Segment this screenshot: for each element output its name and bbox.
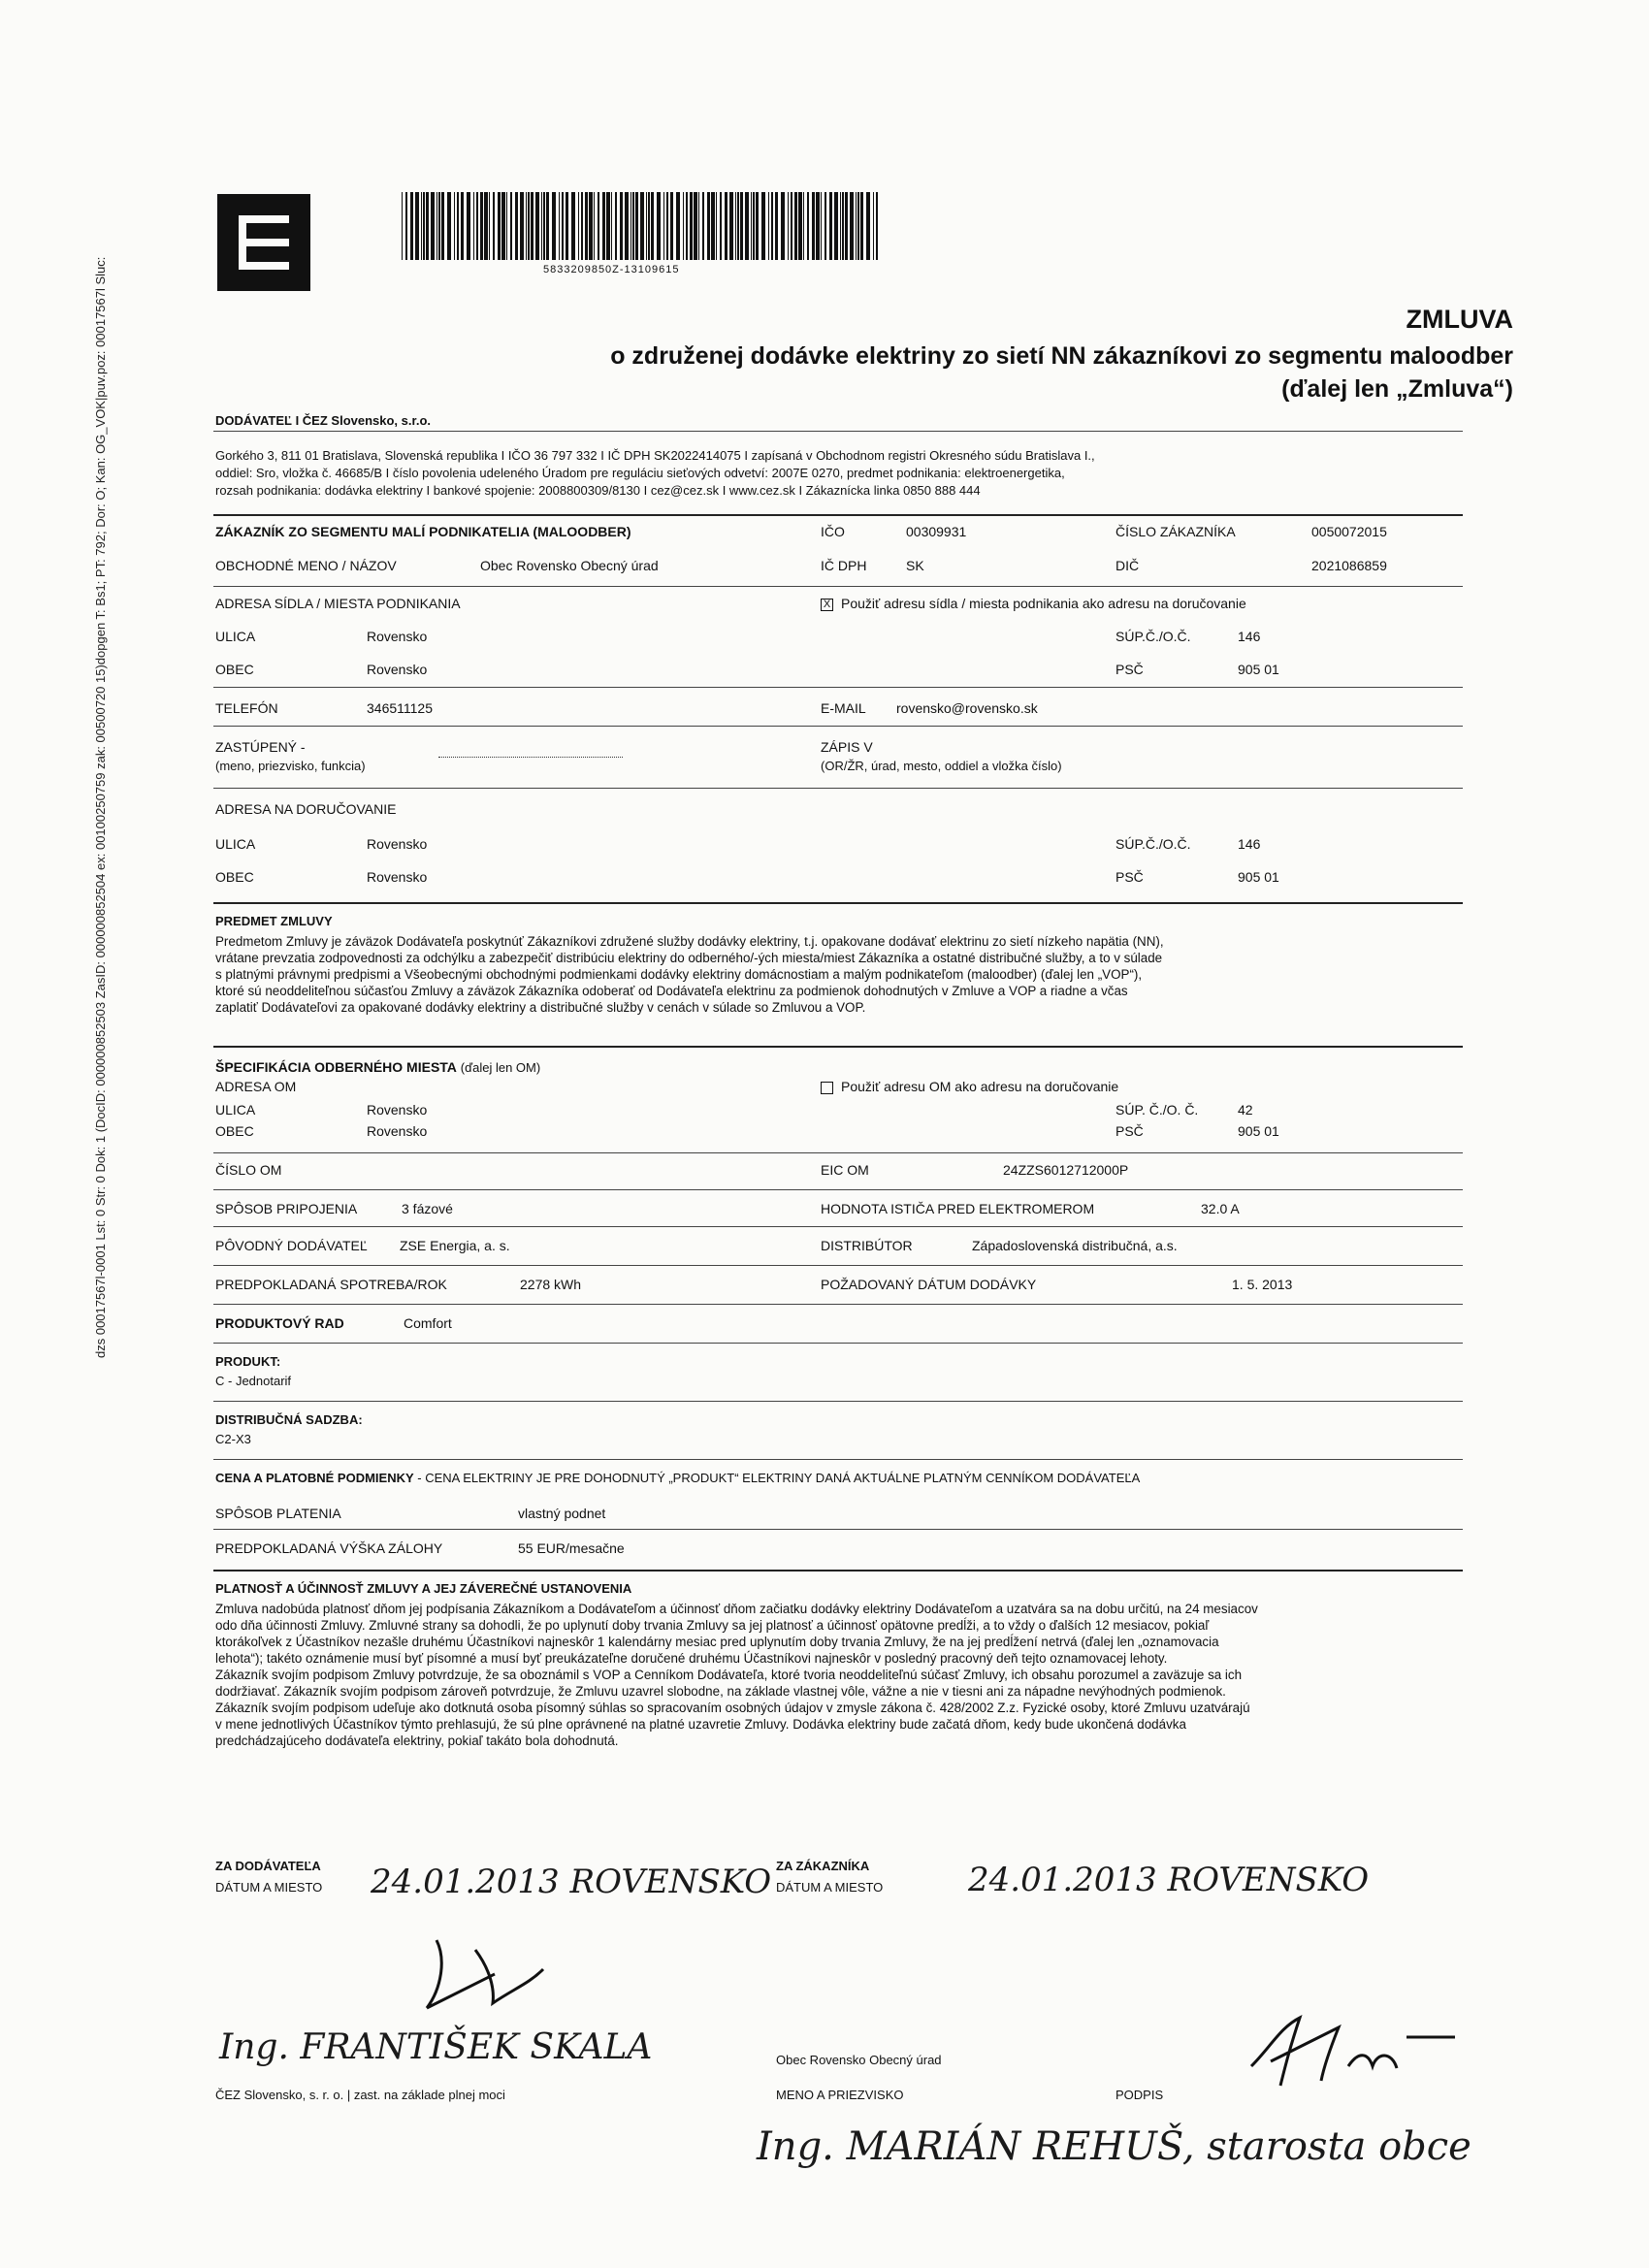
supplier-line-1: Gorkého 3, 811 01 Bratislava, Slovenská republika I IČO 36 797 332 I IČ DPH SK2022414075 I zapísaná v Obchodnom registri Okresného súdu Bratislava I., — [215, 448, 1095, 463]
ico-label: IČO — [821, 524, 845, 539]
validity-line: Zákazník svojím podpisom udeľuje ako dotknutá osoba písomný súhlas so spracovaním osobných údajov v zmysle zákona č. 428/2002 Z.z. Fyzické osoby, ktoré Zmluvu uzatvárajú — [215, 1701, 1250, 1715]
validity-line: lehota“); takéto oznámenie musí byť písomné a musí byť preukázateľne doručené druhému Účastníkovi najneskôr v posledný pracovný deň tejto oznamovacej lehoty. — [215, 1651, 1168, 1666]
representative-label: ZASTÚPENÝ - — [215, 739, 306, 755]
price-heading — [215, 1471, 1140, 1485]
validity-heading: PLATNOSŤ A ÚČINNOSŤ ZMLUVY A JEJ ZÁVEREČNÉ USTANOVENIA — [215, 1581, 632, 1596]
supplier-signature — [407, 1930, 563, 2018]
customer-sign-heading: ZA ZÁKAZNÍKA — [776, 1859, 870, 1873]
breaker-label: HODNOTA ISTIČA PRED ELEKTROMEROM — [821, 1201, 1095, 1216]
zip-label: PSČ — [1116, 662, 1144, 677]
document-subtitle — [610, 340, 1513, 405]
connection-value: 3 fázové — [402, 1201, 453, 1216]
subject-line: zaplatiť Dodávateľovi za opakované dodávky elektriny a distribučné služby v cenách v súlade so Zmluvou a VOP. — [215, 1000, 866, 1015]
advance-value: 55 EUR/mesačne — [518, 1540, 625, 1556]
street-label: ULICA — [215, 629, 256, 644]
tariff-value: C2-X3 — [215, 1432, 251, 1446]
customer-signature — [1232, 2008, 1465, 2095]
registration-hint: (OR/ŽR, úrad, mesto, oddiel a vložka číslo) — [821, 759, 1062, 773]
original-supplier-value: ZSE Energia, a. s. — [400, 1238, 510, 1253]
delivery-address-heading: ADRESA NA DORUČOVANIE — [215, 801, 397, 817]
subject-line: vrátane prevzatia zodpovednosti za odchýlku a zabezpečiť distribúciu elektriny do odberného/-ých miesta/miest Zákazníka a ostatné distribučné služby, a to v súlade — [215, 951, 1163, 965]
validity-line: odo dňa účinnosti Zmluvy. Zmluvné strany sa dohodli, že po uplynutí doby trvania Zmluvy sa jej platnosť a účinnosť opätovne predĺži, a to vždy o ďalších 12 mesiacov, pokiaľ — [215, 1618, 1210, 1633]
city-value: Rovensko — [367, 662, 428, 677]
advance-label: PREDPOKLADANÁ VÝŠKA ZÁLOHY — [215, 1540, 443, 1556]
use-om-option — [821, 1079, 1118, 1094]
customer-name-handwritten: Ing. MARIÁN REHUŠ, starosta obce — [757, 2124, 1471, 2169]
use-seat-option — [821, 596, 1246, 611]
product-label: PRODUKT: — [215, 1354, 281, 1369]
subtitle-line-2: (ďalej len „Zmluva“) — [1281, 375, 1513, 403]
representative-dotted-line — [438, 745, 623, 762]
supplier-name-handwritten: Ing. FRANTIŠEK SKALA — [219, 2027, 653, 2067]
validity-text — [215, 1601, 1467, 1749]
price-heading-rest: - CENA ELEKTRINY JE PRE DOHODNUTÝ „PRODUKT“ ELEKTRINY DANÁ AKTUÁLNE PLATNÝM CENNÍKOM DODÁVATEĽA — [413, 1471, 1141, 1485]
om-heading — [215, 1059, 540, 1075]
street-value: Rovensko — [367, 629, 428, 644]
product-line-value: Comfort — [404, 1315, 452, 1331]
om-address-label: ADRESA OM — [215, 1079, 297, 1094]
company-name-label: OBCHODNÉ MENO / NÁZOV — [215, 558, 397, 573]
subject-line: Predmetom Zmluvy je záväzok Dodávateľa poskytnúť Zákazníkovi združené služby dodávky elektriny, t.j. opakovane dodávať elektrinu zo sietí nízkeho napätia (NN), — [215, 934, 1164, 949]
eic-label: EIC OM — [821, 1162, 869, 1178]
delivery-city-value: Rovensko — [367, 869, 428, 885]
cez-logo — [217, 194, 310, 291]
customer-date-handwritten: 24.01.2013 ROVENSKO — [968, 1861, 1370, 1899]
product-value: C - Jednotarif — [215, 1374, 292, 1388]
delivery-street-value: Rovensko — [367, 836, 428, 852]
original-supplier-label: PÔVODNÝ DODÁVATEĽ — [215, 1238, 368, 1253]
validity-line: Zákazník svojím podpisom Zmluvy potvrdzuje, že sa oboznámil s VOP a Cenníkom Dodávateľa, ktoré tvoria neoddeliteľnú súčasť Zmluvy, ich obsahu porozumel a zaväzuje sa ich — [215, 1668, 1243, 1682]
supplier-heading: DODÁVATEĽ I ČEZ Slovensko, s.r.o. — [215, 413, 432, 428]
delivery-city-label: OBEC — [215, 869, 254, 885]
subject-line: s platnými právnymi predpismi a Všeobecnými obchodnými podmienkami dodávky elektriny domácnostiam a malým podnikateľom (maloodber) (ďalej len „VOP“), — [215, 967, 1143, 982]
validity-line: ktorákoľvek z Účastníkov nezašle druhému Účastníkovi najneskôr 1 kalendárny mesiac pred uplynutím doby trvania Zmluvy, že na jej predĺžení netrvá (ďalej len „oznamovacia — [215, 1635, 1219, 1649]
validity-line: predchádzajúceho dodávateľa elektriny, pokiaľ takáto bola dohodnutá. — [215, 1733, 619, 1748]
supplier-sign-heading: ZA DODÁVATEĽA — [215, 1859, 321, 1873]
side-stamp: dzs 00017567l-0001 Lst: 0 Str: 0 Dok: 1 (DocID: 000000852503 ZasID: 000000852504 ex: 00100250759 zak: 00500720 15)dopgen T: Bs1; PT: 792; Dor: O; Kan: OG_VOK|puv.poz: 00017567l Sluc: — [93, 256, 108, 1358]
subtitle-line-1: o združenej dodávke elektriny zo sietí NN zákazníkovi zo segmentu maloodber — [610, 342, 1513, 370]
om-city-label: OBEC — [215, 1123, 254, 1139]
seat-address-label: ADRESA SÍDLA / MIESTA PODNIKANIA — [215, 596, 461, 611]
validity-line: v mene jednotlivých Účastníkov týmto prehlasujú, že sú plne oprávnené na platné uzavretie Zmluvy. Dodávka elektriny bude začatá dňom, kedy bude ukončená dodávka — [215, 1717, 1186, 1732]
om-zip-value: 905 01 — [1238, 1123, 1279, 1139]
delivery-street-label: ULICA — [215, 836, 256, 852]
consumption-value: 2278 kWh — [520, 1277, 582, 1292]
use-seat-checkbox[interactable]: X — [821, 599, 833, 611]
icdph-value: SK — [906, 558, 924, 573]
product-line-label: PRODUKTOVÝ RAD — [215, 1315, 344, 1331]
phone-label: TELEFÓN — [215, 700, 278, 716]
supplier-date-handwritten: 24.01.2013 ROVENSKO — [371, 1863, 772, 1901]
supplier-caption: ČEZ Slovensko, s. r. o. | zast. na základe plnej moci — [215, 2088, 505, 2102]
delivery-zip-label: PSČ — [1116, 869, 1144, 885]
om-number-label: ČÍSLO OM — [215, 1162, 282, 1178]
tariff-label: DISTRIBUČNÁ SADZBA: — [215, 1412, 363, 1427]
dic-label: DIČ — [1116, 558, 1140, 573]
barcode — [398, 192, 883, 268]
use-om-text: Použiť adresu OM ako adresu na doručovanie — [841, 1079, 1119, 1094]
ico-value: 00309931 — [906, 524, 967, 539]
breaker-value: 32.0 A — [1201, 1201, 1240, 1216]
house-number-label: SÚP.Č./O.Č. — [1116, 629, 1191, 644]
use-seat-text: Použiť adresu sídla / miesta podnikania ako adresu na doručovanie — [841, 596, 1246, 611]
signature-label: PODPIS — [1116, 2088, 1164, 2102]
delivery-date-label: POŽADOVANÝ DÁTUM DODÁVKY — [821, 1277, 1037, 1292]
dic-value: 2021086859 — [1311, 558, 1387, 573]
use-om-checkbox[interactable] — [821, 1082, 833, 1094]
consumption-label: PREDPOKLADANÁ SPOTREBA/ROK — [215, 1277, 447, 1292]
supplier-date-label: DÁTUM A MIESTO — [215, 1880, 323, 1895]
validity-line: dodržiavať. Zákazník svojím podpisom zároveň potvrdzuje, že Zmluvu uzavrel slobodne, na základe vlastnej vôle, vážne a nie v tiesni ani za nápadne nevýhodných podmienok. — [215, 1684, 1226, 1699]
om-city-value: Rovensko — [367, 1123, 428, 1139]
representative-hint: (meno, priezvisko, funkcia) — [215, 759, 366, 773]
distributor-value: Západoslovenská distribučná, a.s. — [972, 1238, 1178, 1253]
customer-number-value: 0050072015 — [1311, 524, 1387, 539]
om-house-number-value: 42 — [1238, 1102, 1253, 1118]
subject-heading: PREDMET ZMLUVY — [215, 914, 333, 928]
supplier-line-3: rozsah podnikania: dodávka elektriny I bankové spojenie: 2008800309/8130 I cez@cez.sk I www.cez.sk I Zákaznícka linka 0850 888 444 — [215, 483, 981, 498]
delivery-house-number-value: 146 — [1238, 836, 1261, 852]
name-label: MENO A PRIEZVISKO — [776, 2088, 904, 2102]
subject-line: ktoré sú neoddeliteľnou súčasťou Zmluvy a záväzok Zákazníka odoberať od Dodávateľa elektrinu za podmienok dohodnutých v Zmluve a VOP a riadne a včas — [215, 984, 1128, 998]
house-number-value: 146 — [1238, 629, 1261, 644]
om-heading-title: ŠPECIFIKÁCIA ODBERNÉHO MIESTA — [215, 1059, 457, 1075]
om-street-value: Rovensko — [367, 1102, 428, 1118]
company-name-value: Obec Rovensko Obecný úrad — [480, 558, 659, 573]
city-label: OBEC — [215, 662, 254, 677]
customer-heading: ZÁKAZNÍK ZO SEGMENTU MALÍ PODNIKATELIA (MALOODBER) — [215, 524, 631, 539]
supplier-line-2: oddiel: Sro, vložka č. 46685/B I číslo povolenia udeleného Úradom pre reguláciu sieťových odvetví: 2007E 0270, predmet podnikania: elektroenergetika, — [215, 466, 1065, 480]
om-zip-label: PSČ — [1116, 1123, 1144, 1139]
distributor-label: DISTRIBÚTOR — [821, 1238, 913, 1253]
document-title: ZMLUVA — [1406, 305, 1513, 334]
customer-name-printed: Obec Rovensko Obecný úrad — [776, 2053, 942, 2067]
barcode-number: 5833209850Z-13109615 — [543, 264, 680, 275]
om-heading-suffix: (ďalej len OM) — [460, 1060, 541, 1075]
eic-value: 24ZZS6012712000P — [1003, 1162, 1129, 1178]
price-heading-title: CENA A PLATOBNÉ PODMIENKY — [215, 1471, 414, 1485]
email-value: rovensko@rovensko.sk — [896, 700, 1038, 716]
delivery-date-value: 1. 5. 2013 — [1232, 1277, 1293, 1292]
customer-date-label: DÁTUM A MIESTO — [776, 1880, 884, 1895]
om-house-number-label: SÚP. Č./O. Č. — [1116, 1102, 1199, 1118]
payment-method-label: SPÔSOB PLATENIA — [215, 1506, 341, 1521]
phone-value: 346511125 — [367, 700, 433, 716]
email-label: E-MAIL — [821, 700, 866, 716]
delivery-zip-value: 905 01 — [1238, 869, 1279, 885]
zip-value: 905 01 — [1238, 662, 1279, 677]
connection-label: SPÔSOB PRIPOJENIA — [215, 1201, 358, 1216]
delivery-house-number-label: SÚP.Č./O.Č. — [1116, 836, 1191, 852]
om-street-label: ULICA — [215, 1102, 256, 1118]
subject-text — [215, 933, 1467, 1016]
registration-label: ZÁPIS V — [821, 739, 873, 755]
customer-number-label: ČÍSLO ZÁKAZNÍKA — [1116, 524, 1236, 539]
payment-method-value: vlastný podnet — [518, 1506, 606, 1521]
validity-line: Zmluva nadobúda platnosť dňom jej podpísania Zákazníkom a Dodávateľom a účinnosť dňom začiatku dodávky elektriny Dodávateľom a uzatvára sa na dobu určitú, na 24 mesiacov — [215, 1602, 1258, 1616]
icdph-label: IČ DPH — [821, 558, 867, 573]
